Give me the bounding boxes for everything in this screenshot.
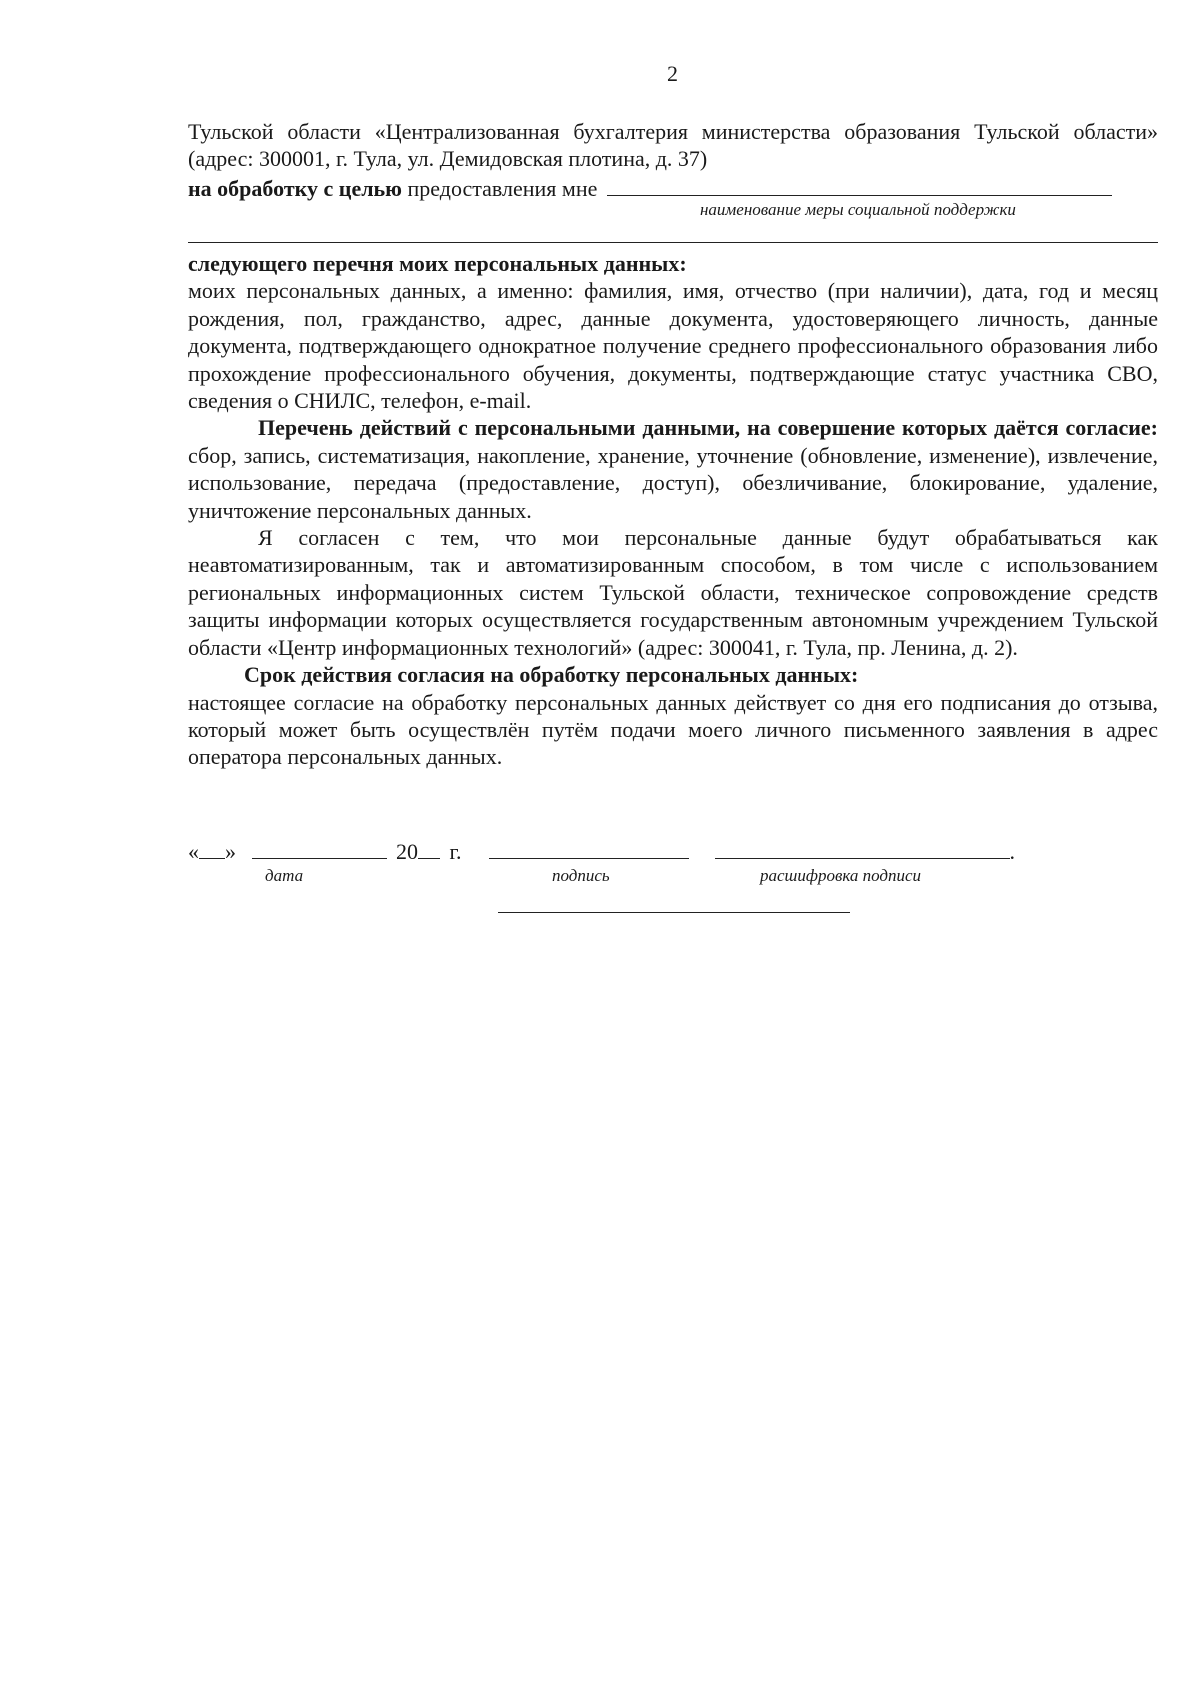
measure-input-line[interactable]: [607, 173, 1112, 196]
decoding-input-line[interactable]: [715, 836, 1010, 859]
page-number: 2: [667, 61, 678, 86]
actions-bold: Перечень действий с персональными данными, на совершение которых даётся согласие:: [258, 415, 1158, 441]
intro-block: [188, 118, 1158, 202]
validity-text: настоящее согласие на обработку персональных данных действует со дня его подписания до отзыва, который может быть осуществлён путём подачи моего личного письменного заявления в адрес оператора персональных данных.: [188, 689, 1158, 770]
consent-paragraph: Я согласен с тем, что мои персональные данные будут обрабатываться как неавтоматизированным, так и автоматизированным способом, в том числе с использованием региональных информационных систем Тульской области, техническое сопровождение средств защиты информации которых осуществляется государственным автономным учреждением Тульской области «Центр информационных технологий» (адрес: 300041, г. Тула, пр. Ленина, д. 2).: [188, 525, 1158, 660]
actions-text: сбор, запись, систематизация, накопление, хранение, уточнение (обновление, изменение), извлечение, использование, передача (предоставление, доступ), обезличивание, блокирование, удаление, уничтожение персональных данных.: [188, 442, 1158, 523]
purpose-bold: на обработку с целью: [188, 175, 402, 201]
intro-line: Тульской области «Централизованная бухгалтерия министерства образования Тульской области» (адрес: 300001, г. Тула, ул. Демидовская плотина, д. 37): [188, 119, 1158, 172]
decoding-caption: расшифровка подписи: [760, 866, 922, 885]
measure-input-line-2[interactable]: [188, 242, 1158, 243]
year-prefix: 20: [396, 839, 418, 864]
actions-paragraph: [188, 414, 1158, 524]
quote-open: «: [188, 839, 199, 864]
end-dot: .: [1009, 839, 1016, 864]
bottom-divider-line: [498, 912, 850, 913]
purpose-line: [188, 173, 1158, 202]
data-list-block: [188, 250, 1158, 771]
data-list-heading: следующего перечня моих персональных данных:: [188, 251, 687, 276]
signature-input-line[interactable]: [489, 836, 689, 859]
day-input-line[interactable]: [199, 836, 225, 859]
signature-caption: подпись: [552, 866, 610, 885]
date-caption: дата: [265, 866, 304, 885]
month-input-line[interactable]: [252, 836, 387, 859]
validity-heading: Срок действия согласия на обработку персональных данных:: [244, 662, 859, 688]
quote-close: »: [225, 839, 236, 864]
data-list-text: моих персональных данных, а именно: фамилия, имя, отчество (при наличии), дата, год и месяц рождения, пол, гражданство, адрес, данные документа, удостоверяющего личность, данные документа, подтверждающего однократное получение среднего профессионального образования либо прохождение профессионального обучения, документы, подтверждающие статус участника СВО, сведения о СНИЛС, телефон, e-mail.: [188, 278, 1158, 414]
measure-caption: наименование меры социальной поддержки: [700, 200, 1016, 219]
year-suffix: г.: [449, 839, 462, 864]
signature-row: [188, 836, 1015, 865]
year-input-line[interactable]: [418, 836, 440, 859]
purpose-text: предоставления мне: [407, 175, 598, 201]
